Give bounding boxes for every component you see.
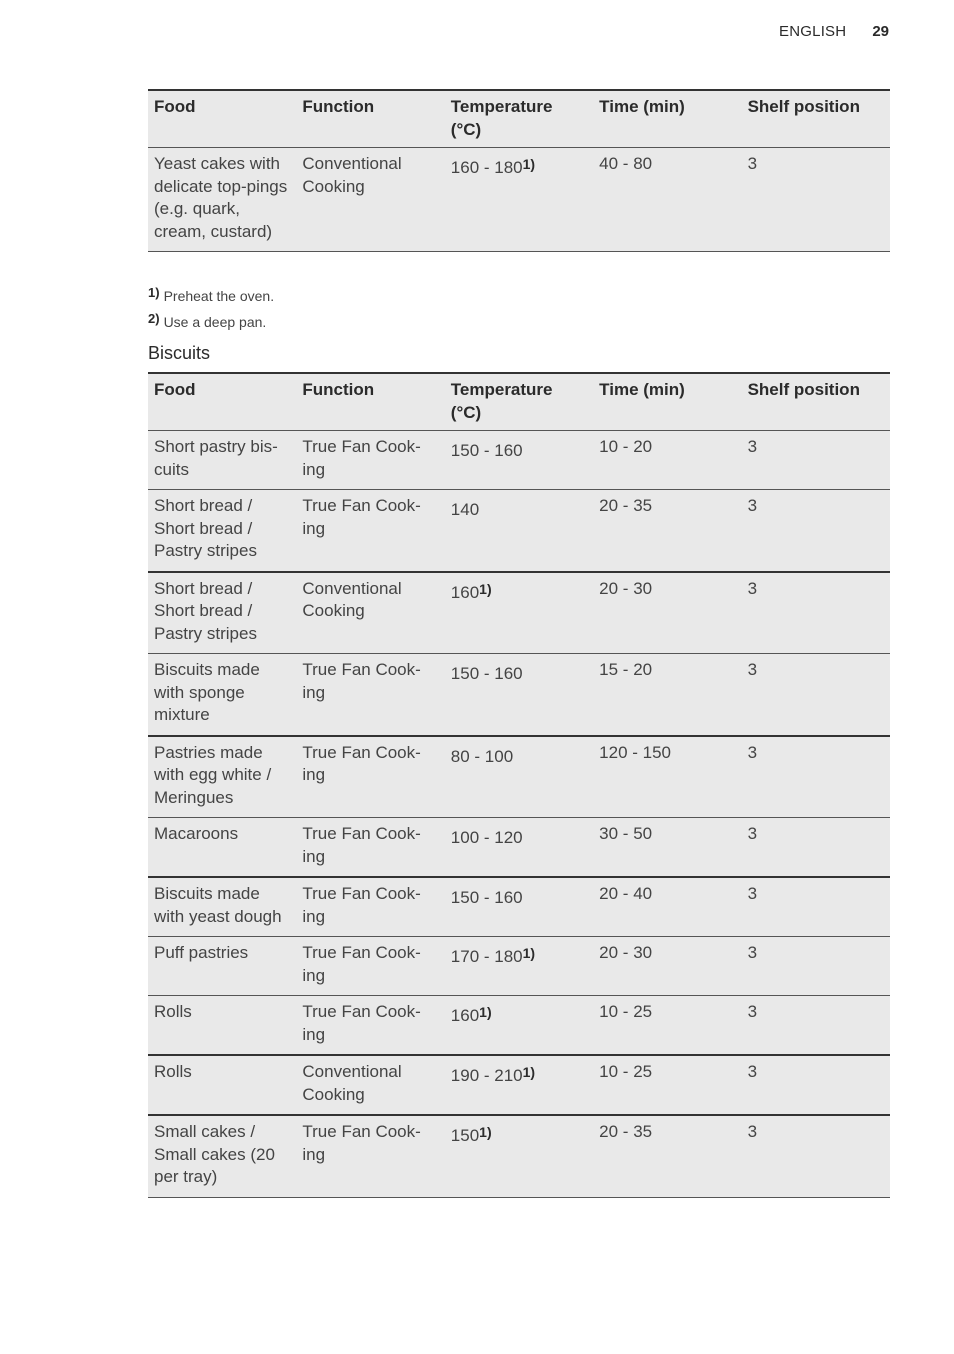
col-shelf: Shelf position <box>747 380 860 399</box>
footnote <box>148 280 890 306</box>
cell-temperature <box>445 736 593 818</box>
cell-time: 20 - 30 <box>599 578 653 598</box>
cell-temperature <box>445 431 593 490</box>
page-header <box>779 23 889 40</box>
temp-footnote: 1) <box>522 1064 536 1080</box>
temp-value: 160 - 180 <box>450 158 523 177</box>
table-row <box>148 996 890 1056</box>
table-row <box>148 431 890 490</box>
cell-temperature <box>445 148 593 252</box>
table-row <box>148 818 890 878</box>
cell-food: Puff pastries <box>154 943 249 962</box>
table-row <box>148 1055 890 1115</box>
temp-footnote: 1) <box>522 945 536 961</box>
cell-time: 20 - 35 <box>599 496 653 515</box>
temp-footnote: 1) <box>522 156 536 172</box>
cell-time: 20 - 30 <box>599 943 653 962</box>
cell-temperature <box>445 1115 593 1197</box>
temp-value: 190 - 210 <box>450 1066 523 1085</box>
cell-temperature <box>445 937 593 996</box>
cell-shelf: 3 <box>747 437 758 456</box>
cakes-table <box>148 89 890 252</box>
col-temperature: Temperature (°C) <box>450 380 553 422</box>
cell-temperature <box>445 1055 593 1115</box>
table-header-row <box>148 373 890 431</box>
language-label: ENGLISH <box>779 23 847 40</box>
cell-food: Pastries made with egg white / Meringues <box>154 742 272 807</box>
cell-shelf: 3 <box>747 496 758 515</box>
cell-food: Short pastry bis-cuits <box>154 437 278 479</box>
footnote-text: Use a deep pan. <box>163 314 267 330</box>
table-row <box>148 148 890 252</box>
cell-time: 20 - 40 <box>599 884 653 903</box>
cell-shelf: 3 <box>747 578 758 598</box>
page-number: 29 <box>872 23 889 40</box>
cell-shelf: 3 <box>747 824 758 843</box>
cell-shelf: 3 <box>747 1062 758 1081</box>
footnotes <box>148 280 890 332</box>
temp-value: 80 - 100 <box>450 746 514 766</box>
table-row <box>148 1115 890 1197</box>
col-time: Time (min) <box>599 380 685 399</box>
cell-function: True Fan Cook-ing <box>302 884 421 926</box>
cell-function: Conventional Cooking <box>302 1062 402 1104</box>
temp-value: 170 - 180 <box>450 947 523 966</box>
cell-temperature <box>445 877 593 937</box>
temp-value: 150 <box>450 1126 480 1145</box>
col-food: Food <box>154 380 196 399</box>
cell-temperature <box>445 572 593 654</box>
temp-value: 150 - 160 <box>450 441 523 460</box>
cell-function: Conventional Cooking <box>302 154 402 196</box>
cell-function: True Fan Cook-ing <box>302 496 421 538</box>
cell-function: True Fan Cook-ing <box>302 1122 421 1164</box>
cell-function: Conventional Cooking <box>302 578 402 620</box>
col-time: Time (min) <box>599 97 685 116</box>
cell-food: Macaroons <box>154 824 239 843</box>
cell-function: True Fan Cook-ing <box>302 742 421 784</box>
cell-shelf: 3 <box>747 943 758 962</box>
cell-time: 30 - 50 <box>599 824 653 843</box>
cell-temperature <box>445 818 593 878</box>
table-row <box>148 937 890 996</box>
temp-value: 150 - 160 <box>450 664 523 683</box>
cell-food: Rolls <box>154 1062 192 1081</box>
temp-value: 160 <box>450 582 480 602</box>
table-row <box>148 654 890 736</box>
cell-shelf: 3 <box>747 660 758 679</box>
biscuits-table <box>148 372 890 1198</box>
temp-footnote: 1) <box>479 1124 492 1140</box>
footnote-marker: 2) <box>148 311 160 326</box>
temp-footnote: 1) <box>479 1004 492 1020</box>
cell-shelf: 3 <box>747 1122 758 1141</box>
footnote-text: Preheat the oven. <box>163 288 275 304</box>
cell-food: Short bread / Short bread / Pastry stripes <box>154 578 257 643</box>
cell-function: True Fan Cook-ing <box>302 437 421 479</box>
temp-value: 160 <box>450 1006 480 1025</box>
table-row <box>148 490 890 572</box>
col-function: Function <box>302 380 375 399</box>
cell-time: 10 - 25 <box>599 1002 653 1021</box>
cell-time: 20 - 35 <box>599 1122 653 1141</box>
temp-footnote: 1) <box>479 580 492 597</box>
temp-value: 150 - 160 <box>450 888 523 907</box>
col-shelf: Shelf position <box>747 97 860 116</box>
temp-value: 100 - 120 <box>450 828 523 847</box>
col-function: Function <box>302 97 375 116</box>
cell-temperature <box>445 490 593 572</box>
section-title: Biscuits <box>148 343 211 363</box>
col-food: Food <box>154 97 196 116</box>
cell-function: True Fan Cook-ing <box>302 1002 421 1044</box>
cell-shelf: 3 <box>747 742 758 762</box>
cell-temperature <box>445 654 593 736</box>
cell-food: Biscuits made with sponge mixture <box>154 660 260 724</box>
table-row <box>148 736 890 818</box>
cell-time: 10 - 25 <box>599 1062 653 1081</box>
footnote <box>148 306 890 332</box>
cell-food: Small cakes / Small cakes (20 per tray) <box>154 1122 275 1186</box>
cell-shelf: 3 <box>747 884 758 903</box>
cell-time: 15 - 20 <box>599 660 653 679</box>
cell-function: True Fan Cook-ing <box>302 943 421 985</box>
cell-shelf: 3 <box>747 154 758 173</box>
cell-function: True Fan Cook-ing <box>302 824 421 866</box>
footnote-marker: 1) <box>148 285 160 300</box>
cell-time: 40 - 80 <box>599 154 653 173</box>
table-row <box>148 572 890 654</box>
cell-time: 10 - 20 <box>599 437 653 456</box>
cell-food: Short bread / Short bread / Pastry stripes <box>154 496 257 560</box>
table-header-row <box>148 90 890 148</box>
table-row <box>148 877 890 937</box>
col-temperature: Temperature (°C) <box>450 97 553 139</box>
cell-shelf: 3 <box>747 1002 758 1021</box>
cell-temperature <box>445 996 593 1056</box>
cell-food: Biscuits made with yeast dough <box>154 884 282 926</box>
temp-value: 140 <box>450 500 480 519</box>
cell-time: 120 - 150 <box>599 742 672 762</box>
cell-food: Yeast cakes with delicate top-pings (e.g. quark, cream, custard) <box>154 154 288 241</box>
cell-food: Rolls <box>154 1002 192 1021</box>
cell-function: True Fan Cook-ing <box>302 660 421 702</box>
